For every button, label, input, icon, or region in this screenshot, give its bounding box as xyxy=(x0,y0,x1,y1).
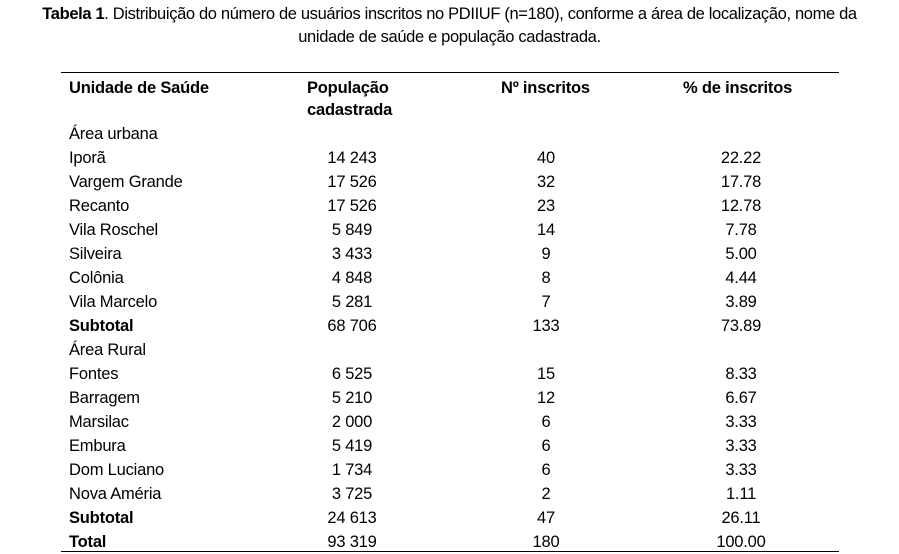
cell-percentual: 1.11 xyxy=(725,485,757,503)
cell-populacao: 5 210 xyxy=(331,389,373,407)
cell-populacao: 5 281 xyxy=(331,293,373,311)
cell-percentual: 8.33 xyxy=(725,365,757,383)
table-row xyxy=(61,146,839,170)
cell-unidade: Silveira xyxy=(69,245,122,263)
table-row xyxy=(61,170,839,194)
header-percentual: % de inscritos xyxy=(683,79,793,97)
cell-unidade: Total xyxy=(69,533,107,551)
cell-percentual: 26.11 xyxy=(721,509,761,527)
cell-percentual: 5.00 xyxy=(725,245,757,263)
cell-percentual: 3.33 xyxy=(725,437,757,455)
cell-populacao: 5 419 xyxy=(331,437,373,455)
cell-unidade: Nova Améria xyxy=(69,485,162,503)
cell-percentual: 73.89 xyxy=(720,317,762,335)
table-top-rule xyxy=(61,72,839,73)
cell-unidade: Dom Luciano xyxy=(69,461,165,479)
cell-inscritos: 6 xyxy=(541,461,551,479)
cell-inscritos: 40 xyxy=(537,149,555,167)
subtotal-row xyxy=(61,314,839,338)
cell-populacao: 93 319 xyxy=(327,533,377,551)
cell-inscritos: 180 xyxy=(532,533,560,551)
cell-inscritos: 32 xyxy=(537,173,555,191)
cell-inscritos: 8 xyxy=(541,269,551,287)
table-caption xyxy=(0,3,899,49)
cell-inscritos: 9 xyxy=(541,245,551,263)
cell-populacao: 17 526 xyxy=(327,197,377,215)
header-unidade: Unidade de Saúde xyxy=(69,79,209,97)
cell-percentual: 7.78 xyxy=(725,221,757,239)
cell-percentual: 100.00 xyxy=(716,533,766,551)
cell-unidade: Subtotal xyxy=(69,317,134,335)
cell-percentual: 3.33 xyxy=(725,461,757,479)
table-row xyxy=(61,362,839,386)
header-inscritos: Nº inscritos xyxy=(501,79,590,97)
table-row xyxy=(61,386,839,410)
table-row xyxy=(61,290,839,314)
cell-unidade: Recanto xyxy=(69,197,130,215)
cell-percentual: 6.67 xyxy=(725,389,757,407)
table-body xyxy=(61,122,839,554)
cell-unidade: Vila Roschel xyxy=(69,221,159,239)
cell-percentual: 12.78 xyxy=(720,197,762,215)
cell-percentual: 3.89 xyxy=(725,293,757,311)
cell-inscritos: 12 xyxy=(537,389,555,407)
cell-unidade: Área Rural xyxy=(69,341,146,359)
section-row xyxy=(61,338,839,362)
table-row xyxy=(61,458,839,482)
cell-populacao: 3 433 xyxy=(331,245,373,263)
cell-inscritos: 2 xyxy=(541,485,551,503)
cell-inscritos: 14 xyxy=(537,221,555,239)
cell-populacao: 6 525 xyxy=(331,365,373,383)
cell-populacao: 2 000 xyxy=(331,413,373,431)
caption-text-1: . Distribuição do número de usuários inscritos no PDIIUF (n=180), conforme a área de localização, nome da xyxy=(104,5,857,23)
cell-populacao: 14 243 xyxy=(327,149,377,167)
cell-percentual: 3.33 xyxy=(725,413,757,431)
cell-unidade: Fontes xyxy=(69,365,119,383)
cell-unidade: Iporã xyxy=(69,149,106,167)
cell-unidade: Colônia xyxy=(69,269,124,287)
cell-percentual: 4.44 xyxy=(725,269,757,287)
table-row xyxy=(61,482,839,506)
caption-label: Tabela 1 xyxy=(42,5,105,23)
cell-percentual: 17.78 xyxy=(720,173,762,191)
cell-populacao: 1 734 xyxy=(331,461,373,479)
cell-unidade: Vila Marcelo xyxy=(69,293,158,311)
cell-inscritos: 6 xyxy=(541,413,551,431)
cell-populacao: 4 848 xyxy=(331,269,373,287)
cell-inscritos: 133 xyxy=(532,317,560,335)
cell-populacao: 24 613 xyxy=(327,509,377,527)
table-row xyxy=(61,410,839,434)
cell-populacao: 5 849 xyxy=(331,221,373,239)
table-row xyxy=(61,194,839,218)
table-row xyxy=(61,218,839,242)
cell-inscritos: 23 xyxy=(537,197,555,215)
cell-populacao: 3 725 xyxy=(331,485,373,503)
cell-inscritos: 15 xyxy=(537,365,555,383)
cell-percentual: 22.22 xyxy=(720,149,762,167)
table-row xyxy=(61,242,839,266)
cell-unidade: Barragem xyxy=(69,389,140,407)
section-row xyxy=(61,122,839,146)
header-populacao-line-2: cadastrada xyxy=(307,101,393,119)
cell-inscritos: 7 xyxy=(541,293,551,311)
header-populacao-line-1: População xyxy=(307,79,389,97)
cell-unidade: Subtotal xyxy=(69,509,134,527)
cell-unidade: Marsilac xyxy=(69,413,129,431)
cell-inscritos: 6 xyxy=(541,437,551,455)
cell-populacao: 68 706 xyxy=(327,317,377,335)
caption-line-1 xyxy=(0,3,899,26)
cell-unidade: Embura xyxy=(69,437,126,455)
table-bottom-rule xyxy=(61,551,839,552)
cell-unidade: Vargem Grande xyxy=(69,173,183,191)
cell-populacao: 17 526 xyxy=(327,173,377,191)
header-populacao xyxy=(307,77,392,121)
cell-unidade: Área urbana xyxy=(69,125,158,143)
caption-line-2: unidade de saúde e população cadastrada. xyxy=(298,28,601,46)
cell-inscritos: 47 xyxy=(537,509,555,527)
table-row xyxy=(61,266,839,290)
subtotal-row xyxy=(61,506,839,530)
table-row xyxy=(61,434,839,458)
